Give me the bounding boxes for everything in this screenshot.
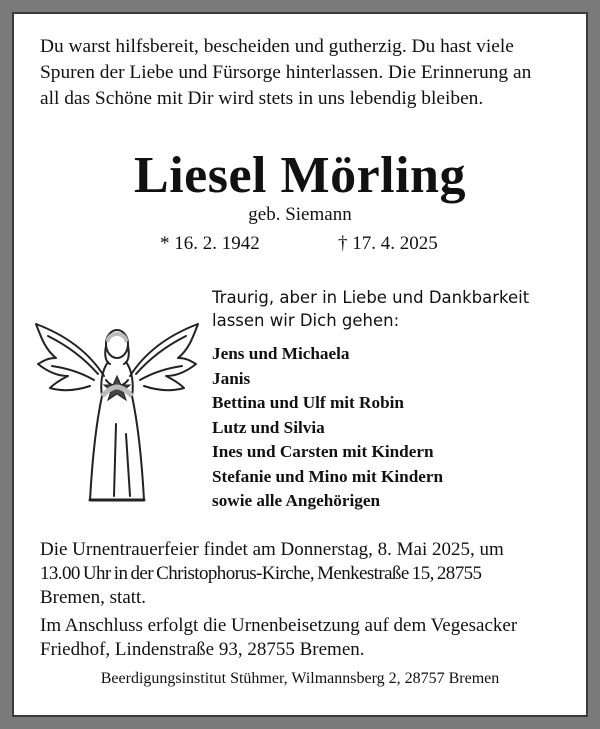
intro-text (40, 34, 570, 112)
burial-line: Friedhof, Lindenstraße 93, 28755 Bremen. (40, 639, 365, 660)
deceased-name: Liesel Mörling (134, 147, 466, 204)
family-member: sowie alle Angehörigen (212, 491, 381, 510)
death-date: † 17. 4. 2025 (338, 233, 438, 254)
intro-line: Spuren der Liebe und Fürsorge hinterlassen. Die Erinnerung an (40, 62, 532, 83)
family-member: Jens und Michaela (212, 344, 350, 363)
maiden-name: geb. Siemann (248, 204, 352, 225)
mourning-text (212, 286, 562, 332)
family-member: Janis (212, 368, 251, 388)
mourning-line: lassen wir Dich gehen: (212, 311, 400, 330)
ceremony-line: Die Urnentrauerfeier findet am Donnerstag, 8. Mai 2025, um (40, 539, 504, 560)
family-list (212, 342, 562, 514)
ceremony-line: Bremen, statt. (40, 587, 147, 608)
obituary-card (12, 12, 588, 717)
ceremony-line: 13.00 Uhr in der Christophorus-Kirche, Menkestraße 15, 28755 (40, 563, 482, 584)
intro-line: all das Schöne mit Dir wird stets in uns lebendig bleiben. (40, 88, 484, 109)
mourning-line: Traurig, aber in Liebe und Dankbarkeit (212, 288, 530, 307)
angel-icon (32, 314, 202, 510)
birth-date: * 16. 2. 1942 (160, 233, 260, 254)
ceremony-info (40, 538, 566, 610)
intro-line: Du warst hilfsbereit, bescheiden und gutherzig. Du hast viele (40, 36, 514, 57)
burial-info (40, 614, 566, 662)
family-member: Stefanie und Mino mit Kindern (212, 466, 444, 486)
family-member: Bettina und Ulf mit Robin (212, 393, 404, 412)
family-member: Ines und Carsten mit Kindern (212, 442, 434, 461)
burial-line: Im Anschluss erfolgt die Urnenbeisetzung auf dem Vegesacker (40, 615, 518, 636)
undertaker-info: Beerdigungsinstitut Stühmer, Wilmannsberg 2, 28757 Bremen (100, 670, 500, 687)
family-member: Lutz und Silvia (212, 417, 325, 437)
